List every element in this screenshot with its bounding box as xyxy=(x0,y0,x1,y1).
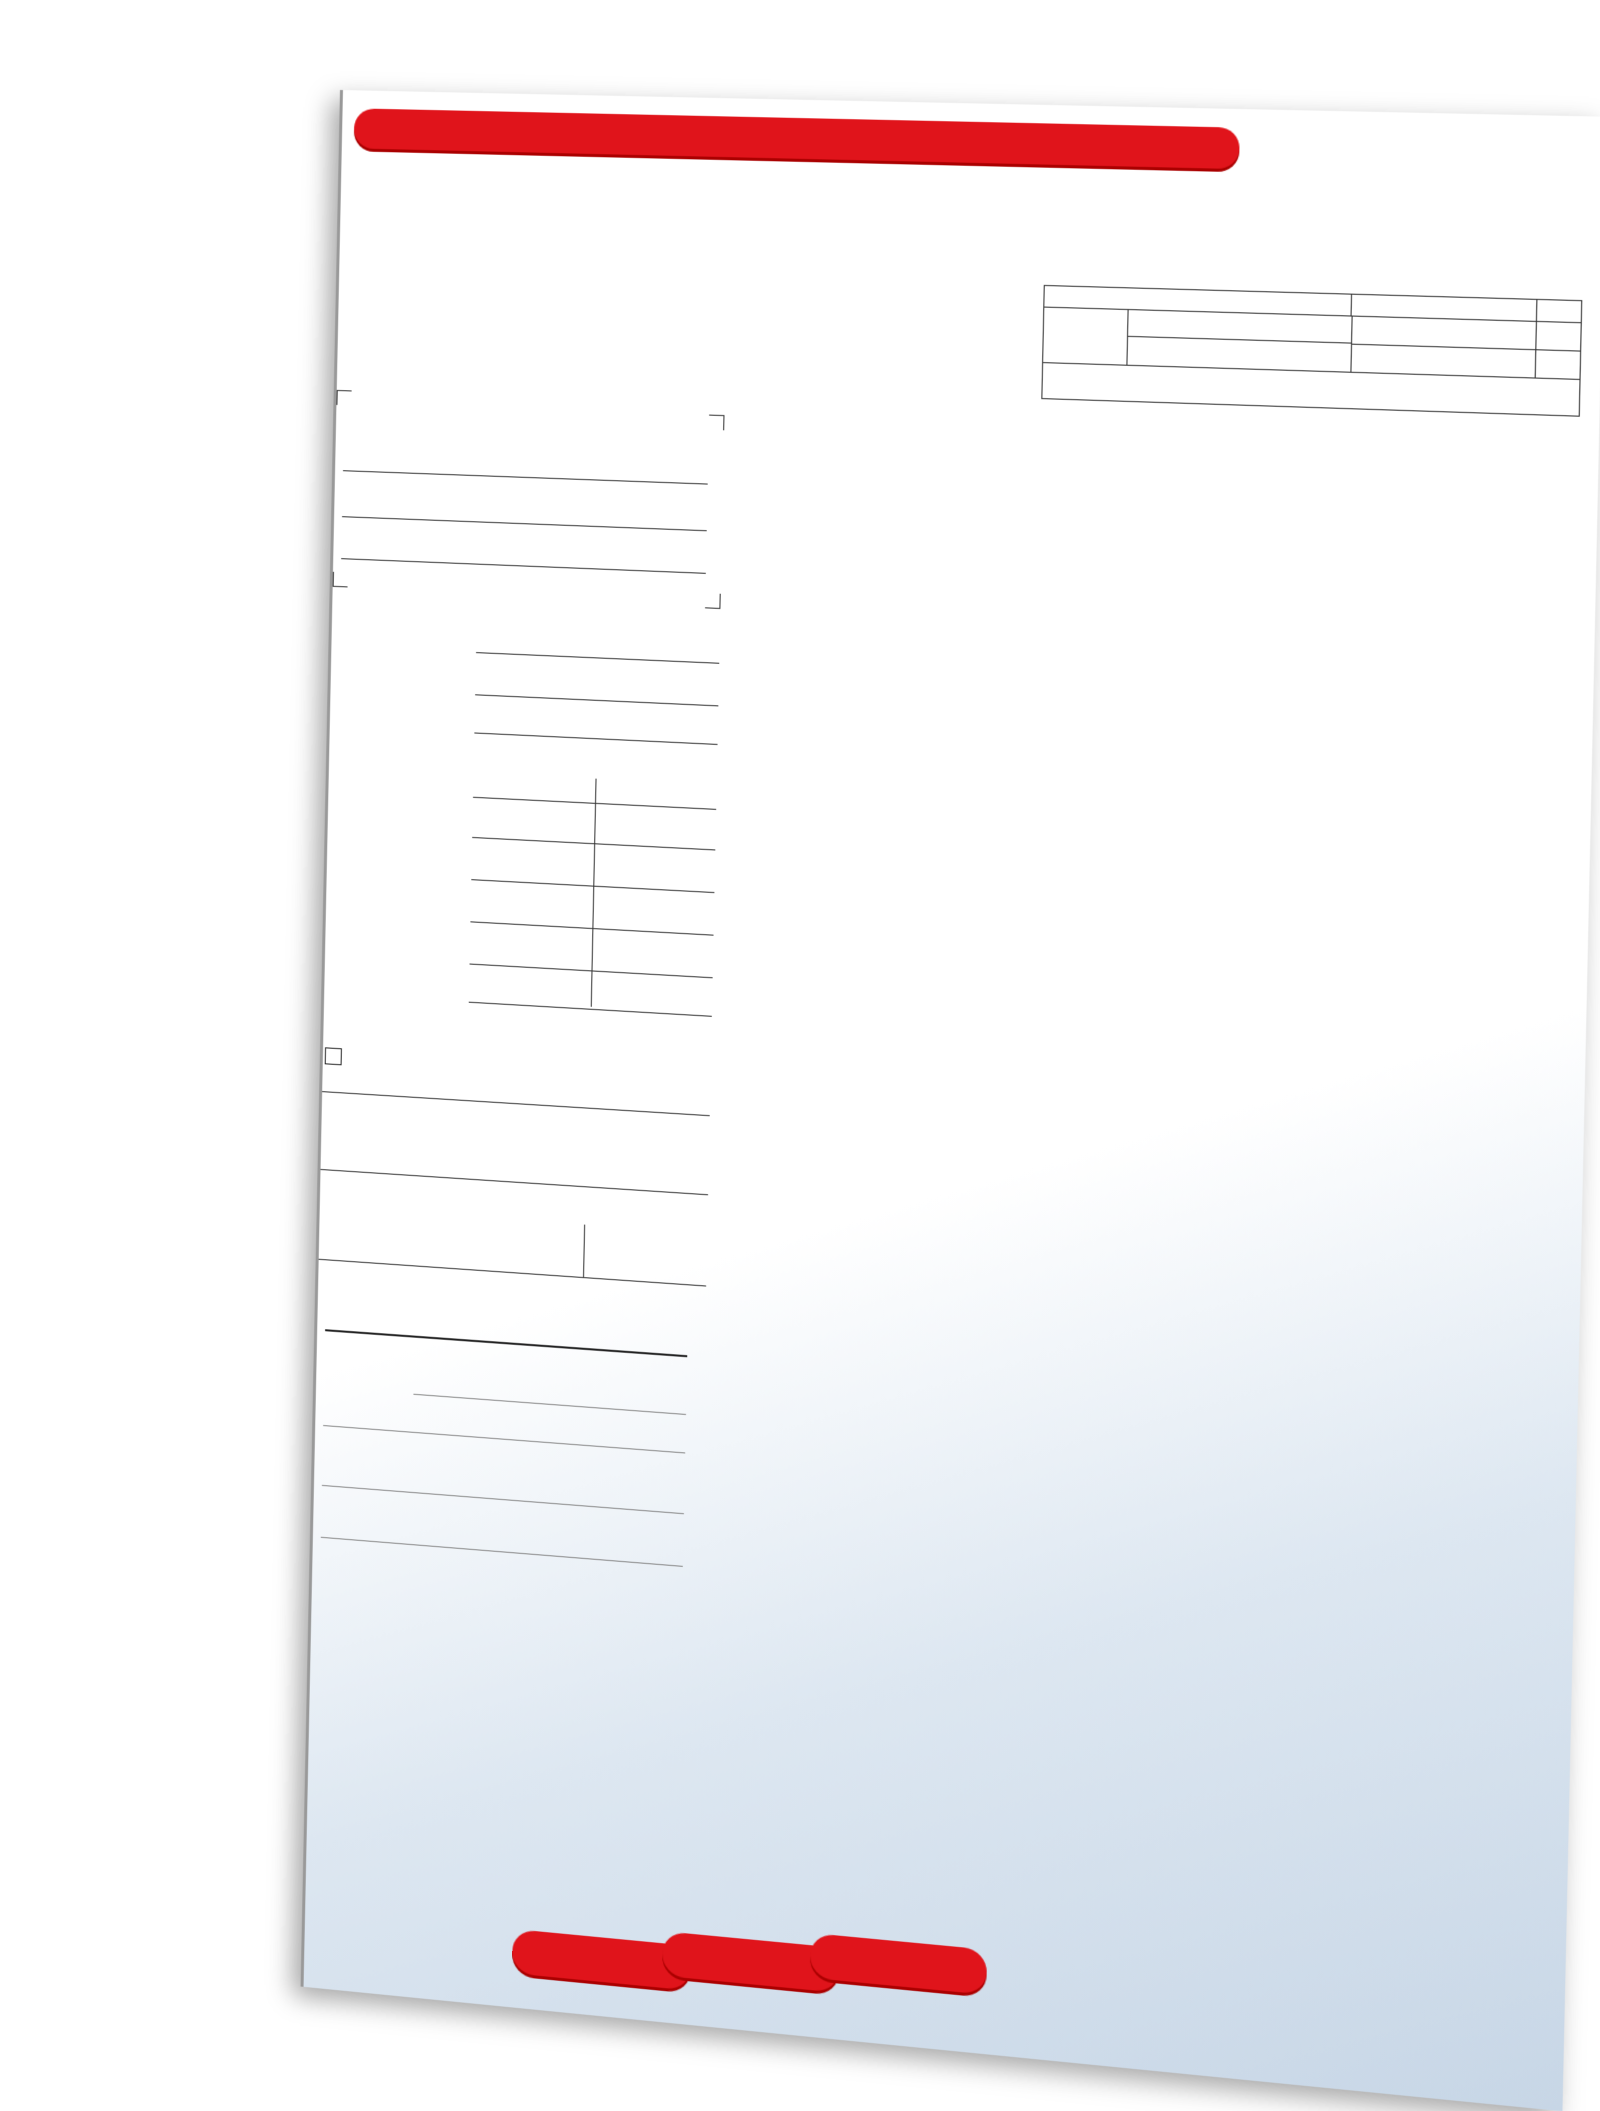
abzug-divider-1 xyxy=(591,779,597,1007)
address-corner-tr xyxy=(709,415,725,431)
personalnummer-field[interactable] xyxy=(475,694,718,706)
row16-b-label xyxy=(1127,337,1351,371)
formblitz-banner-link[interactable] xyxy=(354,108,1240,169)
finanzamt-field-1[interactable] xyxy=(413,1394,686,1415)
abzug-divider-2 xyxy=(712,785,717,1014)
finanzamt-field-3[interactable] xyxy=(322,1485,684,1514)
finanzamt-field-4[interactable] xyxy=(321,1537,683,1567)
steuernummer-field[interactable] xyxy=(319,1259,706,1287)
arbeitgeber-field[interactable] xyxy=(321,1169,709,1195)
row16-a-ct[interactable] xyxy=(1537,322,1581,351)
row16-b-eur[interactable] xyxy=(1351,345,1536,378)
bescheinigung-checkbox[interactable] xyxy=(325,1047,342,1065)
print-button[interactable] xyxy=(810,1933,987,1995)
row16-label xyxy=(1043,308,1128,365)
address-line-1[interactable] xyxy=(343,470,708,484)
address-line-3[interactable] xyxy=(341,558,706,574)
row16-a-eur[interactable] xyxy=(1352,317,1537,350)
finanzamt-field-2[interactable] xyxy=(323,1425,685,1453)
signature-line[interactable] xyxy=(325,1329,687,1357)
address-corner-tl xyxy=(336,390,351,405)
address-corner-br xyxy=(705,593,721,609)
identifikationsnummer-field[interactable] xyxy=(476,652,719,664)
bescheinigung-field[interactable] xyxy=(322,1091,710,1116)
ct-header xyxy=(1537,300,1581,322)
stempel-divider xyxy=(583,1225,585,1278)
geburtsdatum-field[interactable] xyxy=(474,732,717,744)
lohnsteuer-table xyxy=(1041,285,1582,417)
form-sheet xyxy=(301,90,1600,2111)
address-corner-bl xyxy=(333,572,348,588)
address-line-2[interactable] xyxy=(342,516,707,531)
row16-b-ct[interactable] xyxy=(1536,350,1580,379)
